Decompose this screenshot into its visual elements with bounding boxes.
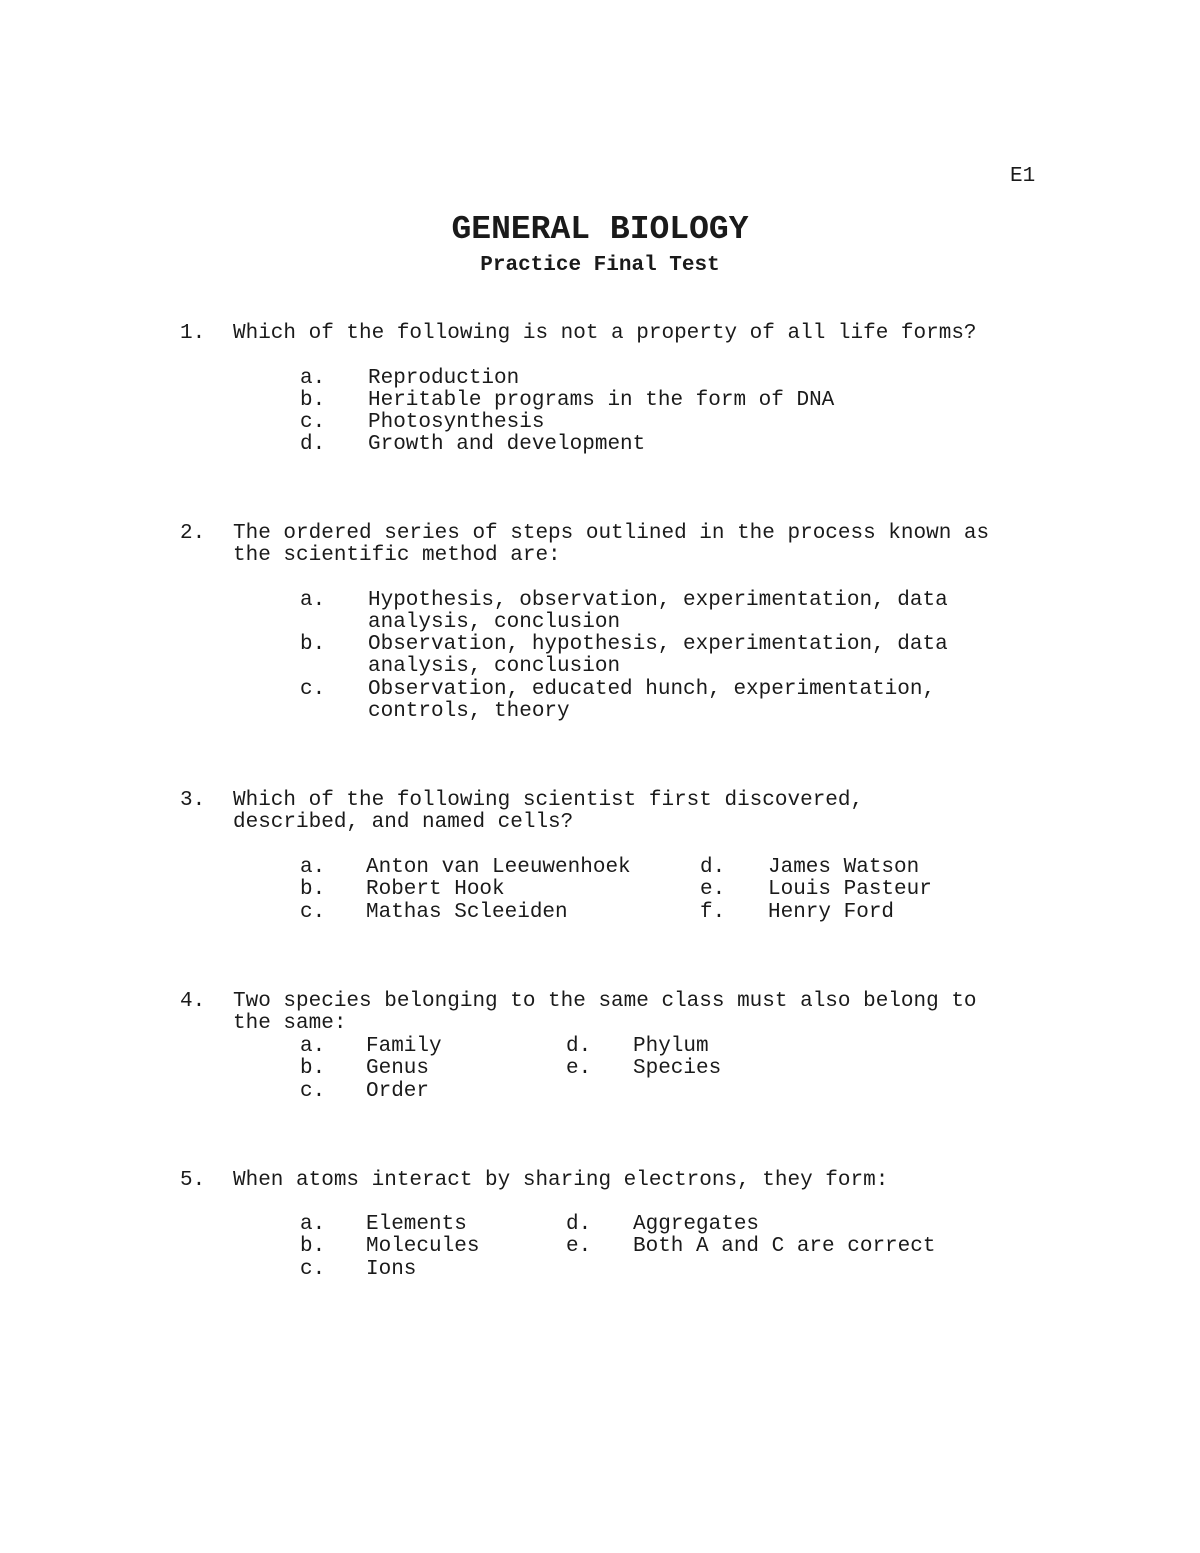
question-3-option-b-letter: b. [300, 878, 326, 901]
question-5-option-b-letter: b. [300, 1235, 326, 1258]
question-3-number: 3. [180, 789, 206, 812]
question-1-number: 1. [180, 322, 206, 345]
question-5-text: When atoms interact by sharing electrons, they form: [233, 1169, 889, 1192]
question-4-option-e-text: Species [633, 1057, 722, 1080]
question-3-option-d-text: James Watson [768, 856, 920, 879]
question-1-option-d-letter: d. [300, 433, 326, 456]
page-title: GENERAL BIOLOGY [451, 211, 749, 248]
question-2-option-c-letter: c. [300, 678, 326, 701]
question-1-option-b-letter: b. [300, 389, 326, 412]
question-1-option-a-letter: a. [300, 367, 326, 390]
question-3-option-c-text: Mathas Scleeiden [366, 901, 568, 924]
question-3-option-e-text: Louis Pasteur [768, 878, 932, 901]
question-2-option-b-text-line-2: analysis, conclusion [368, 655, 621, 678]
question-4-option-b-text: Genus [366, 1057, 430, 1080]
question-3-option-b-text: Robert Hook [366, 878, 505, 901]
question-2-number: 2. [180, 522, 206, 545]
question-2-option-b-letter: b. [300, 633, 326, 656]
question-4-option-d-text: Phylum [633, 1035, 709, 1058]
question-5-option-e-text: Both A and C are correct [633, 1235, 936, 1258]
question-3-text-line-1: Which of the following scientist first discovered, [233, 789, 864, 812]
question-4-option-c-text: Order [366, 1080, 430, 1103]
question-2-option-a-text-line-1: Hypothesis, observation, experimentation, data [368, 589, 948, 612]
question-4-option-a-text: Family [366, 1035, 442, 1058]
question-4-option-e-letter: e. [566, 1057, 592, 1080]
question-1-option-b-text: Heritable programs in the form of DNA [368, 389, 835, 412]
page-id: E1 [1010, 165, 1036, 188]
question-2-text-line-2: the scientific method are: [233, 544, 561, 567]
page-subtitle: Practice Final Test [480, 254, 720, 277]
question-5-option-d-letter: d. [566, 1213, 592, 1236]
question-1-option-a-text: Reproduction [368, 367, 520, 390]
question-3-option-d-letter: d. [700, 856, 726, 879]
question-1-option-d-text: Growth and development [368, 433, 646, 456]
question-2-option-a-text-line-2: analysis, conclusion [368, 611, 621, 634]
question-5-option-e-letter: e. [566, 1235, 592, 1258]
question-5-option-c-text: Ions [366, 1258, 417, 1281]
question-2-text-line-1: The ordered series of steps outlined in the process known as [233, 522, 990, 545]
question-2-option-c-text-line-2: controls, theory [368, 700, 570, 723]
question-5-number: 5. [180, 1169, 206, 1192]
question-4-option-a-letter: a. [300, 1035, 326, 1058]
question-3-option-a-text: Anton van Leeuwenhoek [366, 856, 631, 879]
question-3-option-f-text: Henry Ford [768, 901, 895, 924]
question-1-option-c-text: Photosynthesis [368, 411, 545, 434]
question-5-option-a-letter: a. [300, 1213, 326, 1236]
question-4-option-c-letter: c. [300, 1080, 326, 1103]
question-4-option-b-letter: b. [300, 1057, 326, 1080]
question-3-option-a-letter: a. [300, 856, 326, 879]
question-4-text-line-1: Two species belonging to the same class must also belong to [233, 990, 977, 1013]
question-2-option-c-text-line-1: Observation, educated hunch, experimentation, [368, 678, 936, 701]
question-1-option-c-letter: c. [300, 411, 326, 434]
question-4-number: 4. [180, 990, 206, 1013]
question-5-option-a-text: Elements [366, 1213, 467, 1236]
question-5-option-b-text: Molecules [366, 1235, 480, 1258]
question-4-text-line-2: the same: [233, 1012, 347, 1035]
question-3-text-line-2: described, and named cells? [233, 811, 574, 834]
question-5-option-c-letter: c. [300, 1258, 326, 1281]
question-2-option-b-text-line-1: Observation, hypothesis, experimentation, data [368, 633, 948, 656]
question-3-option-c-letter: c. [300, 901, 326, 924]
question-1-text: Which of the following is not a property of all life forms? [233, 322, 977, 345]
question-3-option-f-letter: f. [700, 901, 726, 924]
question-3-option-e-letter: e. [700, 878, 726, 901]
question-2-option-a-letter: a. [300, 589, 326, 612]
question-4-option-d-letter: d. [566, 1035, 592, 1058]
question-5-option-d-text: Aggregates [633, 1213, 760, 1236]
